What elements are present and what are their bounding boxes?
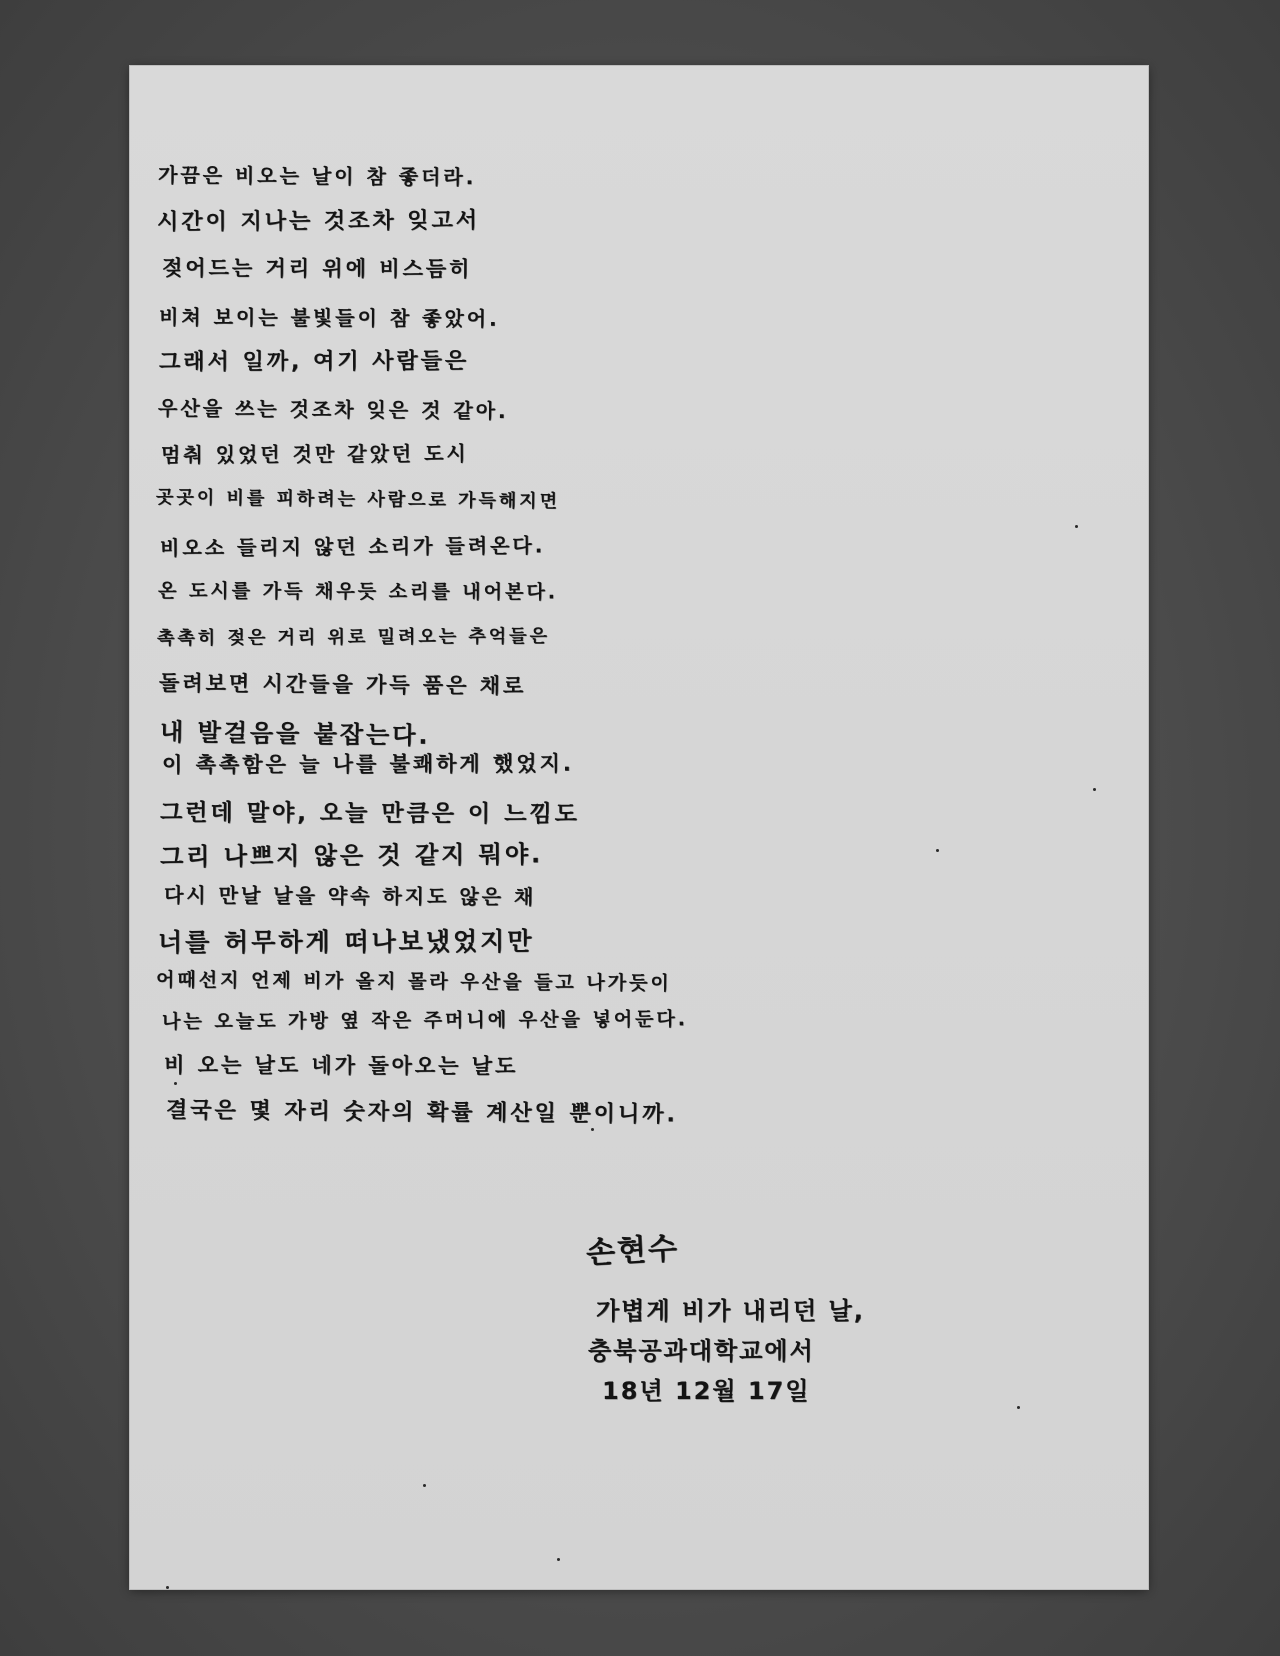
ink-speck xyxy=(1093,788,1096,791)
signature-place: 충북공과대학교에서 xyxy=(588,1337,815,1365)
ink-speck xyxy=(174,1082,177,1085)
signature-date: 18년 12월 17일 xyxy=(602,1377,811,1405)
poem-body xyxy=(130,66,1148,1589)
poem-line: 결국은 몇 자리 숫자의 확률 계산일 뿐이니까. xyxy=(165,1098,678,1128)
ink-speck xyxy=(1017,1406,1020,1409)
ink-speck xyxy=(166,1586,169,1589)
poem-line: 시간이 지나는 것조차 잊고서 xyxy=(156,208,481,235)
poem-line: 가끔은 비오는 날이 참 좋더라. xyxy=(157,163,477,190)
poem-line: 곳곳이 비를 피하려는 사람으로 가득해지면 xyxy=(155,487,561,513)
ink-speck xyxy=(557,1558,560,1561)
ink-speck xyxy=(423,1484,426,1487)
letter-paper xyxy=(130,66,1148,1589)
poem-line: 젖어드는 거리 위에 비스듬히 xyxy=(161,256,473,282)
poem-line: 온 도시를 가득 채우듯 소리를 내어본다. xyxy=(157,580,558,604)
poem-line: 멈춰 있었던 것만 같았던 도시 xyxy=(160,441,469,467)
signature-author: 손현수 xyxy=(585,1231,680,1271)
poem-line: 다시 만날 날을 약속 하지도 않은 채 xyxy=(163,883,537,909)
poem-line: 우산을 쓰는 것조차 잊은 것 같아. xyxy=(157,396,509,424)
poem-line: 그래서 일까, 여기 사람들은 xyxy=(158,348,470,375)
poem-line: 촉촉히 젖은 거리 위로 밀려오는 추억들은 xyxy=(156,625,550,649)
poem-line: 돌려보면 시간들을 가득 품은 채로 xyxy=(158,671,527,699)
poem-line: 비쳐 보이는 불빛들이 참 좋았어. xyxy=(158,305,500,331)
poem-line: 어때선지 언제 비가 올지 몰라 우산을 들고 나가듯이 xyxy=(155,969,672,995)
poem-line: 그런데 말야, 오늘 만큼은 이 느낌도 xyxy=(159,800,580,828)
poem-line: 나는 오늘도 가방 옆 작은 주머니에 우산을 넣어둔다. xyxy=(161,1008,689,1033)
ink-speck xyxy=(591,1128,594,1131)
signature-note: 가볍게 비가 내리던 날, xyxy=(596,1297,865,1325)
poem-line: 이 촉촉함은 늘 나를 불쾌하게 했었지. xyxy=(161,751,574,777)
poem-line: 내 발걸음을 붙잡는다. xyxy=(159,718,431,750)
poem-line: 비오소 들리지 않던 소리가 들려온다. xyxy=(159,533,546,560)
ink-speck xyxy=(1075,525,1078,528)
poem-line: 너를 허무하게 떠나보냈었지만 xyxy=(157,926,535,957)
ink-speck xyxy=(936,849,939,852)
poem-line: 그리 나쁘지 않은 것 같지 뭐야. xyxy=(159,840,544,871)
poem-line: 비 오는 날도 네가 돌아오는 날도 xyxy=(163,1053,519,1079)
